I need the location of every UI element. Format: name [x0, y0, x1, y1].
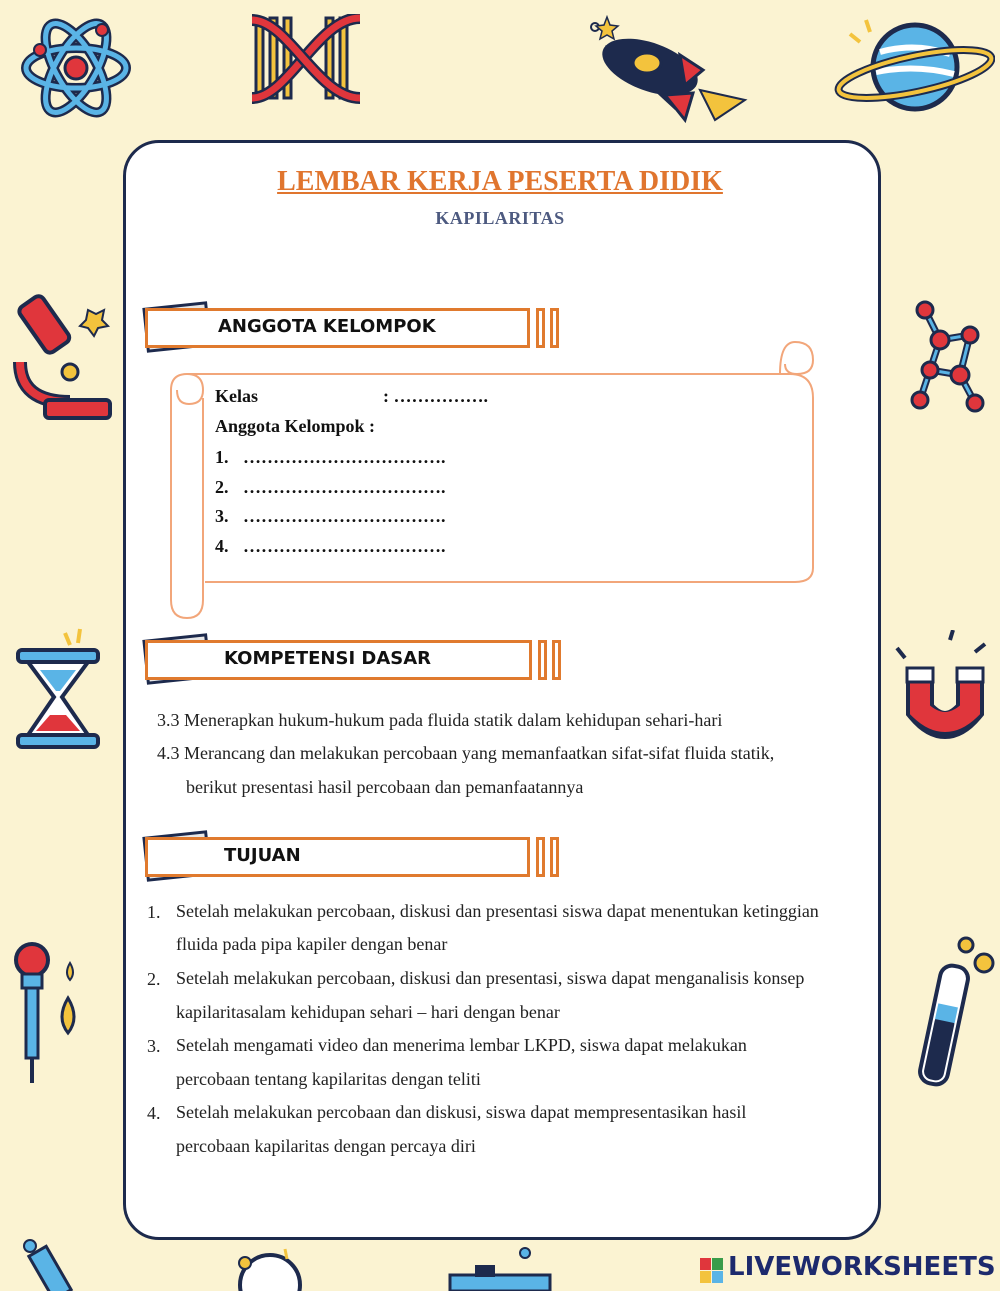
microscope-icon [10, 292, 115, 422]
page-title: LEMBAR KERJA PESERTA DIDIK [277, 166, 723, 197]
tujuan-item-2: Setelah melakukan percobaan, diskusi dan presentasi, siswa dapat menganalisis konsep [176, 968, 805, 988]
member-number: 4. [215, 536, 229, 556]
tujuan-item-1: Setelah melakukan percobaan, diskusi dan presentasi siswa dapat menentukan ketinggian [176, 901, 819, 921]
tujuan-item-3-continued: percobaan tentang kapilaritas dengan teliti [176, 1069, 481, 1089]
section-header-tujuan [140, 827, 570, 883]
anggota-label: Anggota Kelompok : [215, 416, 376, 436]
molecule-icon [900, 295, 995, 420]
member-number: 3. [215, 506, 229, 526]
member-number: 2. [215, 477, 229, 497]
tujuan-item-4-continued: percobaan kapilaritas dengan percaya diri [176, 1136, 476, 1156]
page-subtitle: KAPILARITAS [435, 208, 565, 228]
flask-icon [10, 1238, 100, 1291]
rocket-icon [585, 15, 755, 127]
planet-icon [830, 12, 995, 120]
dna-icon [248, 14, 366, 104]
bulb-icon [225, 1245, 315, 1291]
member-number: 1. [215, 447, 229, 467]
member-field-2[interactable]: ……………………………. [243, 477, 446, 497]
hourglass-icon [10, 625, 105, 755]
watermark: LIVEWORKSHEETS [728, 1252, 996, 1282]
kompetensi-item: 3.3 Menerapkan hukum-hukum pada fluida statik dalam kehidupan sehari-hari [157, 710, 723, 730]
tujuan-number: 1. [147, 902, 161, 922]
kelas-field[interactable]: : ……………. [383, 386, 488, 406]
kelas-label: Kelas [215, 386, 258, 406]
liveworksheets-logo-icon [700, 1258, 724, 1284]
section-label-kompetensi: KOMPETENSI DASAR [224, 648, 432, 669]
member-field-1[interactable]: ……………………………. [243, 447, 446, 467]
section-label-tujuan: TUJUAN [224, 845, 301, 866]
magnet-icon [895, 630, 995, 745]
tujuan-item-4: Setelah melakukan percobaan dan diskusi, siswa dapat mempresentasikan hasil [176, 1102, 747, 1122]
section-label-anggota: ANGGOTA KELOMPOK [218, 316, 436, 337]
tujuan-number: 4. [147, 1103, 161, 1123]
section-header-kompetensi [140, 630, 570, 686]
beaker-icon [445, 1245, 555, 1291]
dropper-icon [8, 938, 88, 1088]
atom-icon [20, 10, 132, 125]
tujuan-item-3: Setelah mengamati video dan menerima lembar LKPD, siswa dapat melakukan [176, 1035, 747, 1055]
member-field-3[interactable]: ……………………………. [243, 506, 446, 526]
tujuan-number: 3. [147, 1036, 161, 1056]
tujuan-item-2-continued: kapilaritasalam kehidupan sehari – hari dengan benar [176, 1002, 560, 1022]
member-field-4[interactable]: ……………………………. [243, 536, 446, 556]
kompetensi-item-continued: berikut presentasi hasil percobaan dan pemanfaatannya [186, 777, 584, 797]
test-tube-icon [910, 935, 1000, 1095]
tujuan-number: 2. [147, 969, 161, 989]
tujuan-item-1-continued: fluida pada pipa kapiler dengan benar [176, 934, 448, 954]
kompetensi-item: 4.3 Merancang dan melakukan percobaan yang memanfaatkan sifat-sifat fluida statik, [157, 743, 775, 763]
